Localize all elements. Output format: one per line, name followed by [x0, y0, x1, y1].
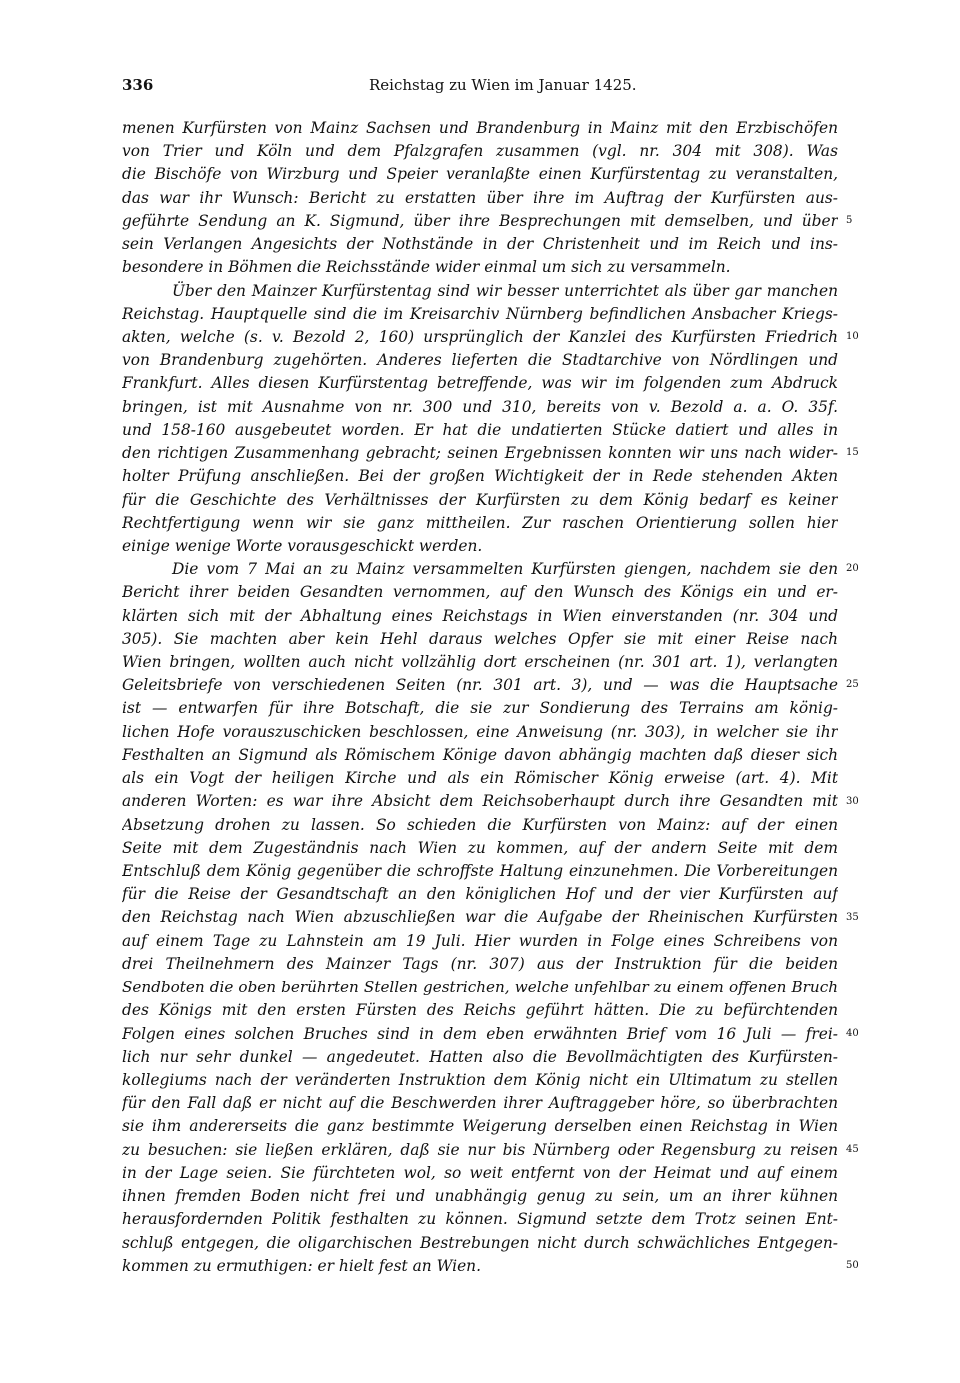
text-line: das war ihr Wunsch: Bericht zu erstatten über ihre im Auftrag der Kurfürsten aus- [122, 188, 838, 207]
running-title: Reichstag zu Wien im Januar 1425. [369, 76, 637, 94]
text-line: ihnen fremden Boden nicht frei und unabhängig genug zu sein, um an ihrer kühnen [122, 1187, 838, 1206]
text-line: ist — entwarfen für ihre Botschaft, die sie zur Sondierung des Terrains am könig- [122, 699, 838, 718]
text-line: lich nur sehr dunkel — angedeutet. Hatten also die Bevollmächtigten des Kurfürsten- [122, 1047, 838, 1066]
text-line: Wien bringen, wollten auch nicht vollzählig dort erscheinen (nr. 301 art. 1), verlangten [122, 653, 838, 672]
text-line: anderen Worten: es war ihre Absicht dem Reichsoberhaupt durch ihre Gesandten mit [122, 792, 838, 811]
text-line: sein Verlangen Angesichts der Nothstände in der Christenheit und im Reich und ins- [122, 235, 838, 254]
text-line: den richtigen Zusammenhang gebracht; seinen Ergebnissen konnten wir uns nach wider- [122, 444, 838, 463]
text-line: klärten sich mit der Abhaltung eines Reichstags in Wien einverstanden (nr. 304 und [122, 606, 838, 625]
text-line: auf einem Tage zu Lahnstein am 19 Juli. Hier wurden in Folge eines Schreibens von [122, 931, 838, 950]
text-line: als ein Vogt der heiligen Kirche und als ein Römischer König erweise (art. 4). Mit [122, 769, 838, 788]
text-line: Absetzung drohen zu lassen. So schieden die Kurfürsten von Mainz: auf der einen [122, 815, 838, 834]
text-line: in der Lage seien. Sie fürchteten wol, so weit entfernt von der Heimat und auf einem [122, 1163, 838, 1182]
line-number: 45 [846, 1144, 859, 1155]
text-line: bringen, ist mit Ausnahme von nr. 300 und 310, bereits von v. Bezold a. a. O. 35f. [122, 397, 838, 416]
text-line: Sendboten die oben berührten Stellen gestrichen, welche unfehlbar zu einem offenen Bruch [122, 978, 838, 997]
line-number: 30 [846, 796, 859, 807]
line-number: 10 [846, 331, 859, 342]
text-line: kommen zu ermuthigen: er hielt fest an Wien. [122, 1256, 481, 1275]
text-line: von Trier und Köln und dem Pfalzgrafen zusammen (vgl. nr. 304 mit 308). Was [122, 142, 838, 161]
text-line: herausfordernden Politik festhalten zu können. Sigmund setzte dem Trotz seinen Ent- [122, 1210, 838, 1229]
page-number: 336 [122, 76, 154, 94]
text-line: Die vom 7 Mai an zu Mainz versammelten Kurfürsten giengen, nachdem sie den [172, 560, 838, 579]
text-line: besondere in Böhmen die Reichsstände wider einmal um sich zu versammeln. [122, 258, 731, 277]
text-line: den Reichstag nach Wien abzuschließen war die Aufgabe der Rheinischen Kurfürsten [122, 908, 838, 927]
line-number: 5 [846, 215, 853, 226]
text-line: Über den Mainzer Kurfürstentag sind wir besser unterrichtet als über gar manchen [172, 281, 838, 300]
text-line: für den Fall daß er nicht auf die Beschwerden ihrer Auftraggeber höre, so überbrachten [122, 1094, 838, 1113]
text-line: von Brandenburg zugehörten. Anderes lieferten die Stadtarchive von Nördlingen und [122, 351, 838, 370]
line-number: 20 [846, 563, 859, 574]
text-line: einige wenige Worte vorausgeschickt werden. [122, 536, 483, 555]
text-line: die Bischöfe von Wirzburg und Speier veranlaßte einen Kurfürstentag zu veranstalten, [122, 165, 838, 184]
text-line: geführte Sendung an K. Sigmund, über ihre Besprechungen mit demselben, und über [122, 211, 838, 230]
line-number: 40 [846, 1028, 859, 1039]
text-line: Folgen eines solchen Bruches sind in dem eben erwähnten Brief vom 16 Juli — frei- [122, 1024, 838, 1043]
text-line: holter Prüfung anschließen. Bei der großen Wichtigkeit der in Rede stehenden Akten [122, 467, 838, 486]
line-number: 25 [846, 679, 859, 690]
text-line: des Königs mit den ersten Fürsten des Reichs geführt hätten. Die zu befürchtenden [122, 1001, 838, 1020]
text-line: für die Geschichte des Verhältnisses der Kurfürsten zu dem König bedarf es keiner [122, 490, 838, 509]
line-number: 50 [846, 1260, 859, 1271]
line-number: 35 [846, 912, 859, 923]
text-line: Geleitsbriefe von verschiedenen Seiten (nr. 301 art. 3), und — was die Hauptsache [122, 676, 838, 695]
text-line: Rechtfertigung wenn wir sie ganz mittheilen. Zur raschen Orientierung sollen hier [122, 513, 838, 532]
text-line: akten, welche (s. v. Bezold 2, 160) ursprünglich der Kanzlei des Kurfürsten Friedrich [122, 327, 838, 346]
text-line: und 158-160 ausgebeutet worden. Er hat die undatierten Stücke datiert und alles in [122, 420, 838, 439]
text-line: 305). Sie machten aber kein Hehl daraus welches Opfer sie mit einer Reise nach [122, 629, 838, 648]
line-number: 15 [846, 447, 859, 458]
text-line: sie ihm andererseits die ganz bestimmte Weigerung derselben einen Reichstag in Wien [122, 1117, 838, 1136]
text-line: Entschluß dem König gegenüber die schroffste Haltung einzunehmen. Die Vorbereitungen [122, 862, 838, 880]
text-line: Seite mit dem Zugeständnis nach Wien zu kommen, auf der andern Seite mit dem [122, 838, 838, 857]
text-line: zu besuchen: sie ließen erklären, daß sie nur bis Nürnberg oder Regensburg zu reisen [122, 1140, 838, 1159]
text-line: menen Kurfürsten von Mainz Sachsen und Brandenburg in Mainz mit den Erzbischöfen [122, 119, 838, 137]
text-line: lichen Hofe vorauszuschicken beschlossen, eine Anweisung (nr. 303), in welcher sie ihr [122, 722, 838, 741]
text-line: Bericht ihrer beiden Gesandten vernommen, auf den Wunsch des Königs ein und er- [122, 583, 838, 602]
text-line: Reichstag. Hauptquelle sind die im Kreisarchiv Nürnberg befindlichen Ansbacher Kriegs- [122, 304, 838, 323]
text-line: Festhalten an Sigmund als Römischem Könige davon abhängig machten daß dieser sich [122, 745, 838, 764]
body-text [122, 117, 838, 1278]
text-line: kollegiums nach der veränderten Instruktion dem König nicht ein Ultimatum zu stellen [122, 1070, 838, 1089]
text-line: schluß entgegen, die oligarchischen Bestrebungen nicht durch schwächliches Entgegen- [122, 1233, 838, 1252]
text-line: für die Reise der Gesandtschaft an den königlichen Hof und der vier Kurfürsten auf [122, 885, 838, 904]
text-line: drei Theilnehmern des Mainzer Tags (nr. 307) aus der Instruktion für die beiden [122, 954, 838, 973]
text-line: Frankfurt. Alles diesen Kurfürstentag betreffende, was wir im folgenden zum Abdruck [122, 374, 838, 393]
